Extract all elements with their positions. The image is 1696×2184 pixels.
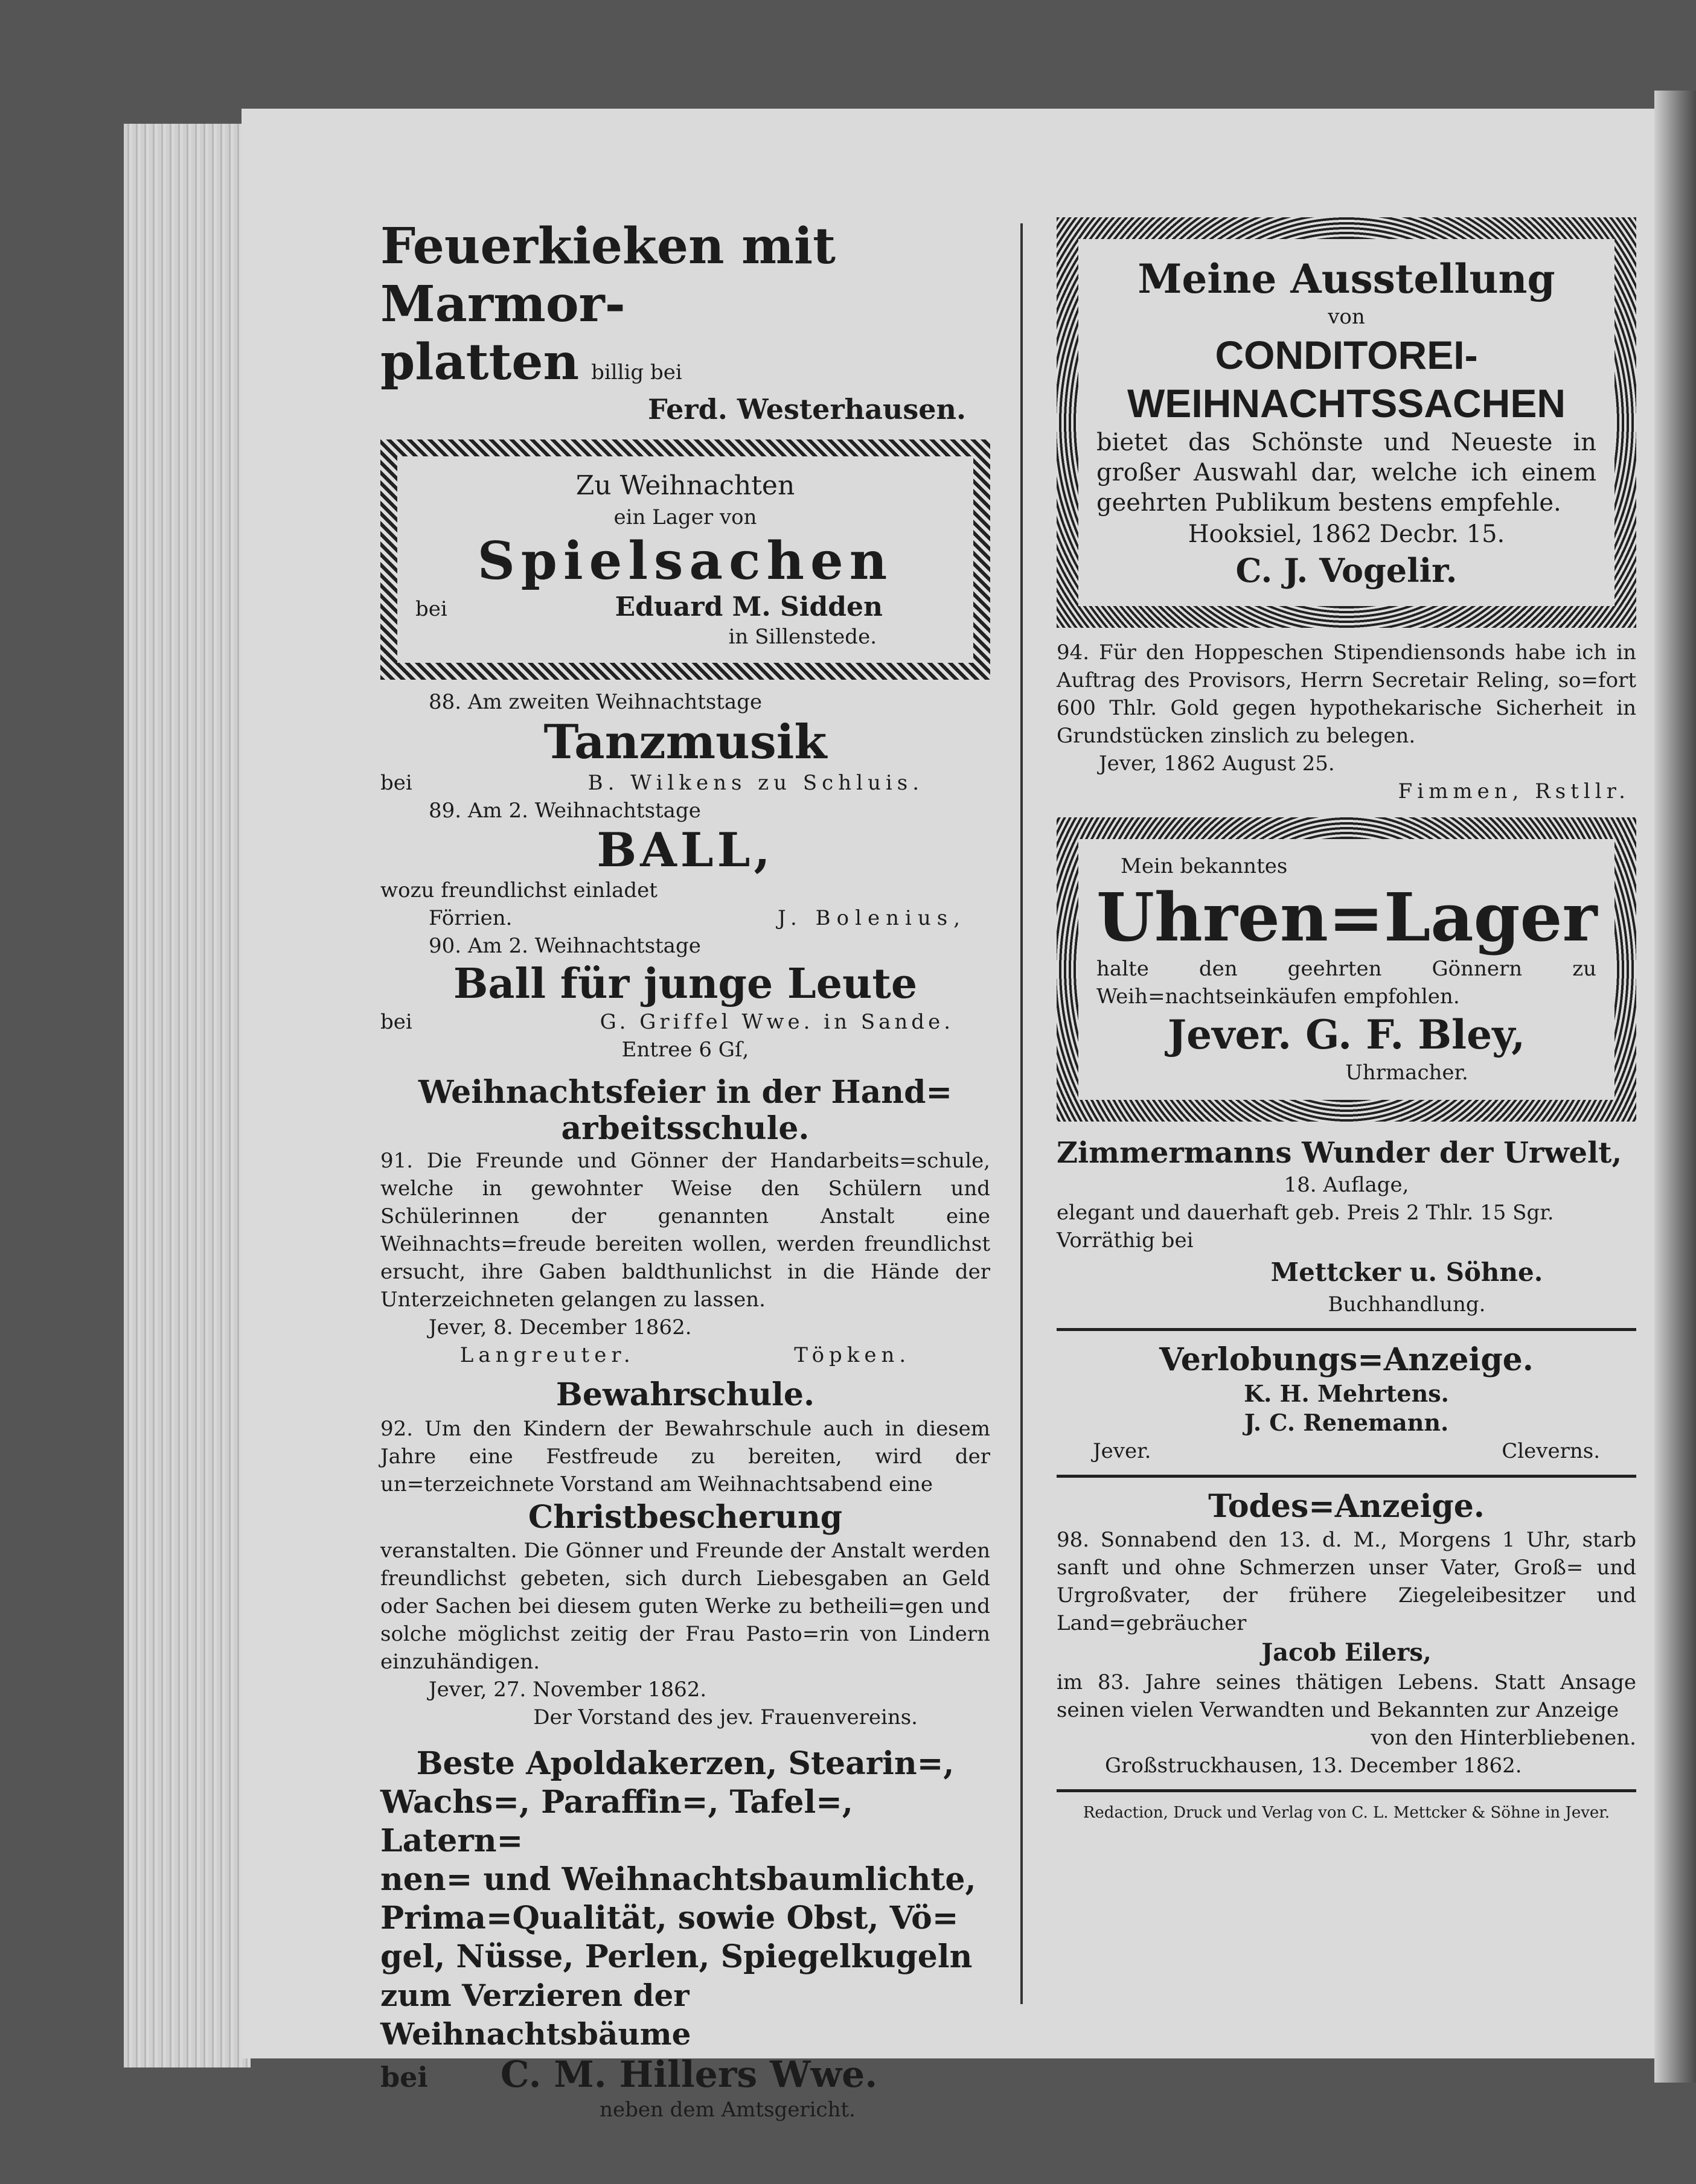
ad-lichte-l6: zum Verzieren der Weihnachtsbäume xyxy=(380,1978,691,2052)
n91-head1: Weihnachtsfeier in der Hand= xyxy=(418,1074,953,1111)
n91-text: 91. Die Freunde und Gönner der Handarbeits=schule, welche in gewohnter Weise den Schülern und Schülerinnen der genannten Anstalt eine Weihnachts=freude bereiten wollen, werden freundlichst ersucht, ihre Gaben baldthunlichst in die Hände der Unterzeichneten gelangen zu lassen. xyxy=(380,1149,990,1312)
n89-place: Förrien. xyxy=(429,906,513,930)
n89-invite: wozu freundlichst einladet xyxy=(380,878,658,902)
box-bei: bei xyxy=(415,597,447,621)
n88-title: Tanzmusik xyxy=(543,715,827,770)
eng-p1: Jever. xyxy=(1093,1439,1151,1463)
death-text1: 98. Sonnabend den 13. d. M., Morgens 1 Uhr, starb sanft und ohne Schmerzen unser Vater, Groß= und Urgroßvater, der frühere Ziegeleibesitzer und Land=gebräucher xyxy=(1057,1528,1636,1635)
box-title: Spielsachen xyxy=(477,531,894,592)
n91-sig2: Töpken. xyxy=(794,1343,911,1367)
ad-feuerkieken-merchant: Ferd. Westerhausen. xyxy=(648,393,966,426)
death-from: von den Hinterbliebenen. xyxy=(1371,1726,1636,1750)
box-line1: Zu Weihnachten xyxy=(575,470,795,501)
box2-l1: Mein bekanntes xyxy=(1121,854,1288,878)
n92-text1: 92. Um den Kindern der Bewahrschule auch in diesem Jahre eine Festfreude zu bereiten, wird der un=terzeichnete Vorstand am Weihnachtsabend eine xyxy=(380,1417,990,1496)
n88-host: B. Wilkens zu Schluis. xyxy=(587,771,924,795)
ad-feuerkieken-line2: platten xyxy=(380,333,580,391)
ad-lichte-l5: gel, Nüsse, Perlen, Spiegelkugeln xyxy=(380,1938,973,1975)
n88-intro: 88. Am zweiten Weihnachtstage xyxy=(429,690,763,714)
eng-p2: Cleverns. xyxy=(1502,1439,1600,1463)
ad-lichte-bei: bei xyxy=(380,2061,428,2093)
box1-l4: WEIHNACHTSSACHEN xyxy=(1127,381,1566,426)
column-divider xyxy=(1020,223,1023,2004)
ad-lichte-l1: Beste Apoldakerzen, Stearin=, xyxy=(416,1745,955,1782)
n91-date: Jever, 8. December 1862. xyxy=(429,1315,692,1339)
box2-text: halte den geehrten Gönnern zu Weih=nachtseinkäufen empfohlen. xyxy=(1096,957,1596,1009)
ad-spielsachen-box xyxy=(380,439,990,680)
n92-sig: Der Vorstand des jev. Frauenvereins. xyxy=(533,1705,918,1729)
box-place: in Sillenstede. xyxy=(728,625,877,649)
death-name: Jacob Eilers, xyxy=(1261,1638,1432,1667)
rule-2 xyxy=(1057,1475,1636,1478)
ad-lichte-loc: neben dem Amtsgericht. xyxy=(600,2098,856,2122)
n91-sig1: Langreuter. xyxy=(459,1343,635,1367)
eng-n1: K. H. Mehrtens. xyxy=(1244,1380,1449,1407)
book-firm: Mettcker u. Söhne. xyxy=(1270,1257,1543,1287)
n92-head: Bewahrschule. xyxy=(555,1376,815,1413)
n94-text: 94. Für den Hoppeschen Stipendiensonds habe ich in Auftrag des Provisors, Herrn Secretair Reling, so=fort 600 Thlr. Gold gegen hypothekarische Sicherheit in Grundstücken zinslich zu belegen. xyxy=(1057,640,1636,748)
ad-uhren-box xyxy=(1057,817,1636,1122)
n90-host: G. Griffel Wwe. in Sande. xyxy=(600,1010,954,1034)
box2-role: Uhrmacher. xyxy=(1345,1061,1468,1085)
box1-l2: von xyxy=(1328,305,1365,329)
n90-title: Ball für junge Leute xyxy=(453,960,918,1008)
imprint: Redaction, Druck und Verlag von C. L. Mettcker & Söhne in Jever. xyxy=(1083,1804,1610,1822)
ad-lichte-l2: Wachs=, Paraffin=, Tafel=, Latern= xyxy=(380,1784,853,1859)
n90-bei: bei xyxy=(380,1010,412,1034)
n90-intro: 90. Am 2. Weihnachtstage xyxy=(429,934,701,958)
right-column xyxy=(1057,217,1636,1824)
ad-feuerkieken-line1: Feuerkieken mit Marmor- xyxy=(380,217,836,333)
box1-l3: CONDITOREI- xyxy=(1215,333,1478,377)
box1-sig: C. J. Vogelir. xyxy=(1235,551,1458,590)
n90-entry: Entree 6 Gſ, xyxy=(621,1038,749,1062)
n92-date: Jever, 27. November 1862. xyxy=(429,1678,707,1702)
box1-date: Hooksiel, 1862 Decbr. 15. xyxy=(1188,520,1505,548)
death-date: Großstruckhausen, 13. December 1862. xyxy=(1105,1754,1522,1778)
book-ed: 18. Auflage, xyxy=(1284,1173,1409,1197)
book-page-edges xyxy=(124,124,251,2067)
n89-host: J. Bolenius, xyxy=(778,906,966,930)
ad-lichte-merchant: C. M. Hillers Wwe. xyxy=(500,2054,878,2096)
eng-n2: J. C. Renemann. xyxy=(1244,1409,1449,1436)
box1-l1: Meine Ausstellung xyxy=(1138,255,1555,302)
eng-head: Verlobungs=Anzeige. xyxy=(1159,1341,1534,1378)
n92-text2: veranstalten. Die Gönner und Freunde der Anstalt werden freundlichst gebeten, sich durch Liebesgaben an Geld oder Sachen bei diesem guten Werke zu betheili=gen und solche möglichst zeitig der Frau Pasto=rin von Lindern einzuhändigen. xyxy=(380,1539,990,1674)
box2-title: Uhren=Lager xyxy=(1096,878,1598,956)
ad-lichte-l3: nen= und Weihnachtsbaumlichte, xyxy=(380,1861,976,1898)
n92-title: Christbescherung xyxy=(528,1499,843,1536)
n94-sig: Fimmen, Rstllr. xyxy=(1398,779,1630,803)
n89-intro: 89. Am 2. Weihnachtstage xyxy=(429,799,701,823)
n89-title: BALL, xyxy=(597,823,774,878)
n88-bei: bei xyxy=(380,771,412,795)
left-column xyxy=(380,217,990,2124)
ad-feuerkieken-billig: billig bei xyxy=(591,360,682,385)
rule-1 xyxy=(1057,1328,1636,1331)
n91-head2: arbeitsschule. xyxy=(561,1110,810,1147)
box-line2: ein Lager von xyxy=(613,505,757,529)
book-l1: elegant und dauerhaft geb. Preis 2 Thlr. 15 Sgr. xyxy=(1057,1201,1554,1225)
death-text2: im 83. Jahre seines thätigen Lebens. Statt Ansage seinen vielen Verwandten und Bekannten zur Anzeige xyxy=(1057,1670,1636,1722)
box1-text: bietet das Schönste und Neueste in großer Auswahl dar, welche ich einem geehrten Publikum bestens empfehle. xyxy=(1096,429,1596,517)
book-spine-shadow xyxy=(1654,91,1696,2083)
rule-3 xyxy=(1057,1789,1636,1792)
newspaper-page xyxy=(242,109,1666,2122)
book-firm2: Buchhandlung. xyxy=(1328,1292,1486,1317)
book-title: Zimmermanns Wunder der Urwelt, xyxy=(1057,1136,1622,1170)
death-head: Todes=Anzeige. xyxy=(1208,1488,1485,1525)
n94-date: Jever, 1862 August 25. xyxy=(1099,752,1335,776)
box2-sig: Jever. G. F. Bley, xyxy=(1167,1011,1526,1058)
ad-lichte-l4: Prima=Qualität, sowie Obst, Vö= xyxy=(380,1900,959,1937)
box-merchant: Eduard M. Sidden xyxy=(615,592,883,622)
ad-conditorei-box xyxy=(1057,217,1636,628)
book-l2: Vorräthig bei xyxy=(1057,1228,1194,1253)
